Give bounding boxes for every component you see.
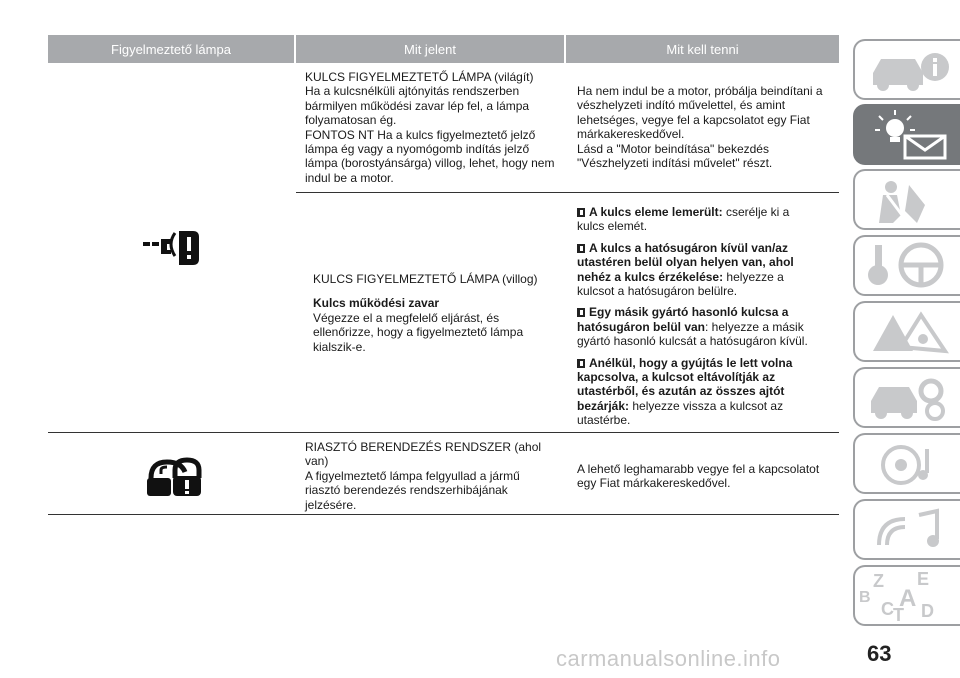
page-number: 63 [867, 641, 892, 666]
text-line: márkakereskedővel. [577, 127, 685, 142]
text-line: vészhelyzeti indító művelettel, és amint [577, 98, 786, 113]
text-line: lehetséges, vegye fel a kapcsolatot egy Fiat [577, 112, 810, 127]
alarm-lock-icon [145, 456, 203, 503]
tab-starting-driving[interactable] [853, 235, 960, 296]
row1-divider [296, 192, 839, 193]
text-line: Ha a kulcsnélküli ajtónyitás rendszerben [305, 84, 520, 99]
text-line: ellenőrizze, hogy a figyelmeztető lámpa [313, 325, 524, 340]
bullet-text: gyártó hasonló kulcsát a hatósugáron kívül. [577, 334, 808, 349]
row2-meaning-text [313, 311, 563, 354]
text-line: Végezze el a megfelelő eljárást, és [313, 310, 500, 325]
row1-meaning [305, 70, 567, 185]
car-info-icon [865, 45, 955, 97]
bullet-icon [577, 244, 585, 253]
text-line: "Vészhelyzeti indítási művelet" részt. [577, 156, 773, 171]
key-warning-icon [141, 225, 203, 278]
bullet-text: kulcsot a hatósugáron belülre. [577, 284, 738, 299]
breakdown-triangle-icon [865, 307, 955, 359]
row3-divider [48, 514, 839, 515]
bullet-item [577, 356, 841, 428]
index-letter: D [921, 601, 934, 621]
row2-bullets [577, 205, 841, 435]
text-line: lámpa ég vagy a nyomógomb indítás jelző [305, 142, 530, 157]
row2-meaning-bold: Kulcs működési zavar [313, 296, 440, 311]
bullet-icon [577, 308, 585, 317]
text-line: indul be a motor. [305, 170, 394, 185]
airbag-seat-icon [865, 175, 955, 227]
text-line: folyamatosan ég. [305, 113, 397, 128]
warning-lights-icon [865, 110, 955, 162]
tab-emergency[interactable] [853, 301, 960, 362]
row3-meaning [305, 440, 567, 512]
index-letter: B [859, 589, 871, 606]
bullet-icon [577, 208, 585, 217]
multimedia-icon [865, 439, 955, 491]
bullet-bold-text: utastéren belül olyan helyen van, ahol [577, 255, 794, 270]
text-line: riasztó berendezés rendszerhibájának [305, 483, 508, 498]
text-line: RIASZTÓ BERENDEZÉS RENDSZER (ahol [305, 440, 542, 454]
text-line: A lehető leghamarabb vegye fel a kapcsolatot [577, 462, 820, 476]
bullet-text: kulcs elemét. [577, 219, 648, 234]
index-letter: C [881, 599, 894, 619]
row2-meaning [313, 272, 563, 354]
bullet-item [577, 241, 841, 299]
text-line: KULCS FIGYELMEZTETŐ LÁMPA (világít) [305, 70, 534, 84]
tab-car-info[interactable] [853, 39, 960, 100]
bullet-text: helyezze vissza a kulcsot az [629, 398, 784, 413]
index-letter: A [899, 585, 917, 612]
index-letter: T [893, 605, 904, 625]
header-meaning: Mit jelent [296, 35, 564, 63]
watermark: carmanualsonline.info [556, 646, 781, 671]
bullet-item [577, 305, 841, 348]
bullet-icon [577, 359, 585, 368]
bullet-bold-text: bezárják: [577, 398, 630, 413]
bullet-text: utastérbe. [577, 413, 631, 428]
bullet-bold-text: hatósugáron belül van [577, 319, 706, 334]
row2-meaning-title: KULCS FIGYELMEZTETŐ LÁMPA (villog) [313, 272, 538, 286]
text-line: Lásd a "Motor beindítása" bekezdés [577, 141, 769, 156]
text-line: Ha nem indul be a motor, próbálja beindítani a [577, 84, 823, 98]
tab-technical-data[interactable] [853, 433, 960, 494]
row2-divider [48, 432, 839, 433]
index-letter: E [917, 569, 930, 589]
text-line: jelzésére. [305, 497, 357, 512]
header-action: Mit kell tenni [566, 35, 839, 63]
bullet-bold-text: A kulcs a hatósugáron kívül van/az [589, 240, 788, 255]
bullet-bold-text: nehéz a kulcs érzékelése: [577, 269, 724, 284]
text-line: kialszik-e. [313, 339, 366, 354]
text-line: lámpa (borostyánsárga) villog, lehet, hogy nem [305, 156, 555, 171]
bullet-text: helyezze a [723, 269, 784, 284]
text-line: A figyelmeztető lámpa felgyullad a jármű [305, 468, 520, 483]
tab-safety[interactable] [853, 169, 960, 230]
key-steering-icon [865, 241, 955, 293]
text-line: van) [305, 454, 329, 469]
bullet-bold-text: Egy másik gyártó hasonló kulcsa a [589, 305, 789, 320]
header-warning-lamp: Figyelmeztető lámpa [48, 35, 294, 63]
tab-multimedia[interactable] [853, 499, 960, 560]
car-maintenance-icon [865, 373, 955, 425]
index-letter: Z [873, 571, 884, 591]
tab-index[interactable] [853, 565, 960, 626]
tab-warning-lights[interactable] [853, 104, 960, 165]
text-line: FONTOS NT Ha a kulcs figyelmeztető jelző [305, 127, 536, 142]
bullet-bold-text: kapcsolva, a kulcsot eltávolítják az [577, 370, 776, 385]
bullet-bold-text: utastérből, és azután az összes ajtót [577, 384, 785, 399]
bullet-bold-text: Anélkül, hogy a gyújtás le lett volna [589, 355, 793, 370]
text-line: egy Fiat márkakereskedővel. [577, 476, 731, 491]
music-icon [865, 505, 955, 557]
tab-maintenance[interactable] [853, 367, 960, 428]
row1-action [577, 84, 839, 170]
text-line: bármilyen működési zavar lép fel, a lámpa [305, 98, 530, 113]
index-abc-icon [855, 567, 960, 626]
bullet-bold-text: A kulcs eleme lemerült: [589, 205, 723, 219]
bullet-text: : helyezze a másik [705, 319, 804, 334]
bullet-item [577, 205, 841, 234]
row3-action [577, 462, 839, 491]
bullet-text: cserélje ki a [722, 205, 790, 219]
